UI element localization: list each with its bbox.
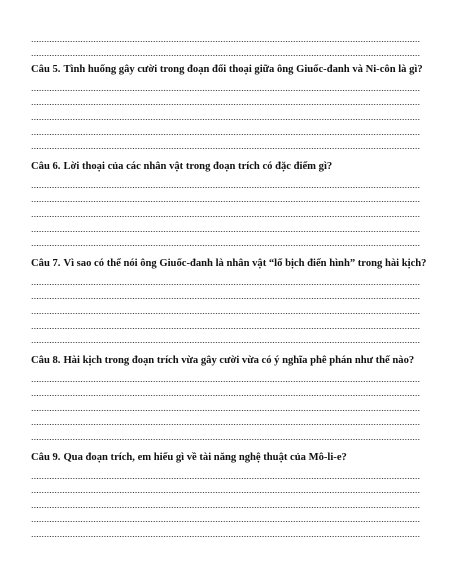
- question-text: Tình huống gây cười trong đoạn đối thoại giữa ông Giuốc-đanh và Ni-côn là gì?: [63, 64, 423, 76]
- answer-line: [31, 176, 420, 191]
- question-9: [31, 450, 420, 466]
- question-number: Câu 7.: [31, 258, 61, 270]
- question-number: Câu 6.: [31, 161, 61, 173]
- answer-line: [31, 288, 420, 303]
- answer-line: [31, 317, 420, 332]
- answer-line: [31, 138, 420, 153]
- question-text: Lời thoại của các nhân vật trong đoạn trích có đặc điểm gì?: [63, 161, 333, 173]
- answer-line: [31, 414, 420, 429]
- answer-line: [31, 273, 420, 288]
- question-5: [31, 62, 423, 78]
- answer-line: [31, 467, 420, 482]
- question-number: Câu 5.: [31, 64, 61, 76]
- answer-line: [31, 428, 420, 443]
- answer-line: [31, 220, 420, 235]
- question-7: [31, 256, 427, 272]
- answer-line: [31, 332, 420, 347]
- answer-line: [31, 79, 420, 94]
- answer-line: [31, 30, 420, 45]
- question-6: [31, 159, 420, 175]
- answer-line: [31, 370, 420, 385]
- question-number: Câu 9.: [31, 452, 61, 464]
- answer-line: [31, 45, 420, 60]
- question-text: Vì sao có thể nói ông Giuốc-đanh là nhân vật “lố bịch điển hình” trong hài kịch?: [63, 258, 427, 270]
- answer-line: [31, 496, 420, 511]
- answer-line: [31, 191, 420, 206]
- answer-line: [31, 511, 420, 526]
- answer-line: [31, 235, 420, 250]
- answer-line: [31, 525, 420, 540]
- answer-line: [31, 399, 420, 414]
- worksheet-page: [31, 30, 427, 540]
- answer-line: [31, 123, 420, 138]
- question-number: Câu 8.: [31, 355, 61, 367]
- answer-line: [31, 205, 420, 220]
- answer-line: [31, 302, 420, 317]
- question-text: Hài kịch trong đoạn trích vừa gây cười vừa có ý nghĩa phê phán như thế nào?: [63, 355, 415, 367]
- answer-line: [31, 385, 420, 400]
- answer-line: [31, 482, 420, 497]
- question-text: Qua đoạn trích, em hiểu gì về tài năng nghệ thuật của Mô-li-e?: [63, 452, 347, 464]
- answer-line: [31, 94, 420, 109]
- answer-line: [31, 108, 420, 123]
- question-8: [31, 353, 420, 369]
